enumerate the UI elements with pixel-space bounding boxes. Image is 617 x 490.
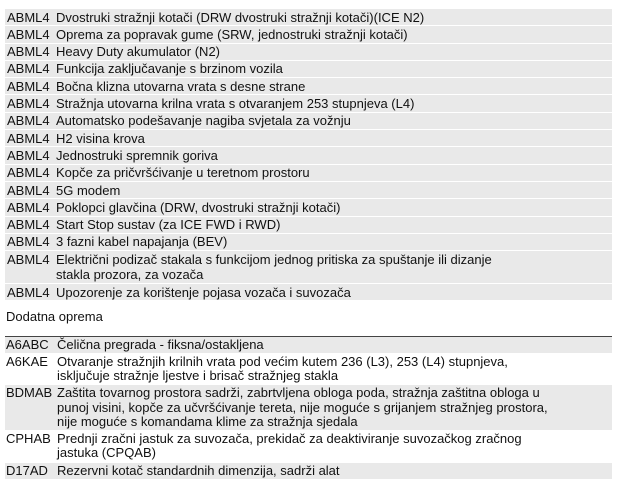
item-description: Bočna klizna utovarna vrata s desne strane — [56, 78, 306, 94]
item-description: Električni podizač stakala s funkcijom jednog pritiska za spuštanje ili dizanje stakla prozora, za vozača — [56, 251, 492, 283]
option-description: Prednji zračni jastuk za suvozača, prekidač za deaktiviranje suvozačkog zračnog jastuka (CPQAB) — [57, 431, 522, 461]
section-title: Dodatna oprema — [6, 309, 103, 324]
table-row — [5, 61, 612, 78]
item-description: Heavy Duty akumulator (N2) — [56, 44, 220, 60]
table-row — [5, 113, 612, 130]
table-row — [5, 284, 612, 301]
option-description: Rezervni kotač standardnih dimenzija, sadrži alat — [57, 462, 340, 478]
item-description: Funkcija zaključavanje s brzinom vozila — [56, 61, 283, 77]
table-row — [5, 182, 612, 199]
table-row — [5, 44, 612, 61]
table-row — [5, 217, 612, 234]
item-code: ABML4 — [7, 234, 50, 250]
item-code: ABML4 — [7, 284, 50, 300]
option-code: A6ABC — [6, 337, 49, 352]
item-code: ABML4 — [7, 44, 50, 60]
table-row — [5, 130, 612, 147]
option-code: BDMAB — [6, 385, 53, 401]
table-row — [5, 431, 612, 462]
item-code: ABML4 — [7, 96, 50, 112]
item-code: ABML4 — [7, 26, 50, 42]
optional-equipment-table — [5, 336, 612, 480]
table-row — [5, 199, 612, 216]
item-code: ABML4 — [7, 165, 50, 181]
item-code: ABML4 — [7, 78, 50, 94]
table-row — [5, 385, 612, 431]
item-description: Kopče za pričvršćivanje u teretnom prostoru — [56, 165, 310, 181]
item-description: Dvostruki stražnji kotači (DRW dvostruki stražnji kotači)(ICE N2) — [56, 9, 425, 25]
item-code: ABML4 — [7, 199, 50, 215]
item-code: ABML4 — [7, 113, 50, 129]
table-row — [5, 251, 612, 284]
table-row — [5, 95, 612, 112]
option-code: D17AD — [6, 462, 48, 478]
item-code: ABML4 — [7, 182, 50, 198]
item-description: Poklopci glavčina (DRW, dvostruki stražnji kotači) — [56, 199, 341, 215]
item-code: ABML4 — [7, 130, 50, 146]
table-row — [5, 165, 612, 182]
item-code: ABML4 — [7, 147, 50, 163]
table-row — [5, 78, 612, 95]
option-code: A6KAE — [6, 354, 48, 370]
item-description: 3 fazni kabel napajanja (BEV) — [56, 234, 228, 250]
item-code: ABML4 — [7, 61, 50, 77]
item-code: ABML4 — [7, 217, 50, 233]
option-code: CPHAB — [6, 431, 51, 447]
table-row — [5, 354, 612, 385]
item-description: Oprema za popravak gume (SRW, jednostruki stražnji kotači) — [56, 26, 408, 42]
option-description: Otvaranje stražnjih krilnih vrata pod većim kutem 236 (L3), 253 (L4) stupnjeva, isključuje stražnje ljestve i brisač stražnjeg stakla — [57, 354, 508, 384]
item-description: H2 visina krova — [56, 130, 145, 146]
table-row — [5, 463, 612, 480]
item-code: ABML4 — [7, 9, 50, 25]
item-description: Start Stop sustav (za ICE FWD i RWD) — [56, 217, 281, 233]
standard-equipment-table — [5, 9, 612, 301]
table-row — [5, 26, 612, 43]
item-description: Stražnja utovarna krilna vrata s otvaranjem 253 stupnjeva (L4) — [56, 96, 415, 112]
table-row — [5, 9, 612, 26]
item-description: Automatsko podešavanje nagiba svjetala za vožnju — [56, 113, 351, 129]
item-description: Upozorenje za korištenje pojasa vozača i suvozača — [56, 284, 351, 300]
table-row — [5, 337, 612, 354]
option-description: Čelična pregrada - fiksna/ostakljena — [57, 337, 264, 352]
table-row — [5, 147, 612, 164]
item-description: Jednostruki spremnik goriva — [56, 147, 218, 163]
item-code: ABML4 — [7, 251, 50, 267]
option-description: Zaštita tovarnog prostora sadrži, zabrtvljena obloga poda, stražnja zaštitna obloga u punoj visini, kopče za učvršćivanje tereta, nije moguće s grijanjem stražnjeg prostora, nije moguće s komandama klime za stražnja sjedala — [57, 385, 548, 430]
table-row — [5, 234, 612, 251]
item-description: 5G modem — [56, 182, 121, 198]
